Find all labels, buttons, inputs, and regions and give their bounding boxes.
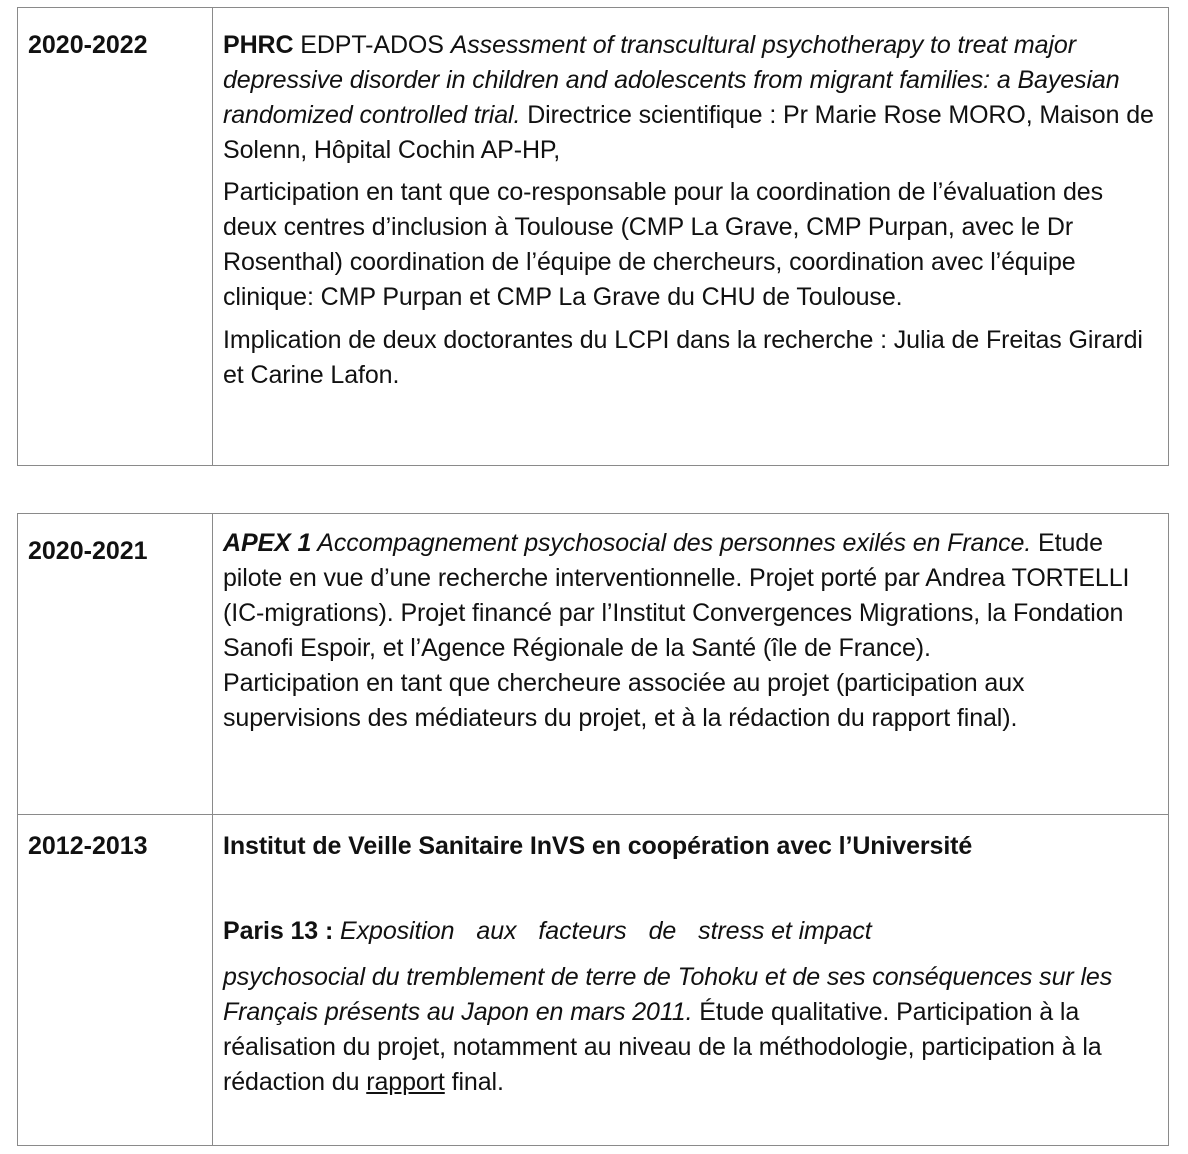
table-row <box>18 8 1168 465</box>
project-description: Etude pilote en vue d’une recherche interventionnelle. Projet porté par Andrea TORTELLI (IC-migrations). Projet financé par l’Institut Convergences Migrations, la Fondation Sanofi Espoir, et l’Agence Régionale de la Santé (île de France). <box>223 529 1130 662</box>
table-row <box>18 514 1168 814</box>
participation-text: Participation en tant que chercheure associée au projet (participation aux supervisions des médiateurs du projet, et à la rédaction du rapport final). <box>223 669 1025 732</box>
title-word: facteurs <box>538 917 627 945</box>
period-cell: 2012-2013 <box>18 815 213 1145</box>
implication-text: Implication de deux doctorantes du LCPI dans la recherche : Julia de Freitas Girardi et Carine Lafon. <box>223 326 1143 389</box>
program-acronym: PHRC <box>223 31 294 59</box>
study-end: final. <box>444 1068 504 1096</box>
project-title: Assessment of transcultural psychotherapy to treat major depressive disorder in children and adolescents from migrant families: a Bayesian randomized controlled trial. <box>223 31 1120 129</box>
study-title-continued: psychosocial du tremblement de terre de Tohoku et de ses conséquences sur les Français présents au Japon en mars 2011. <box>223 963 1113 1026</box>
title-word: Exposition <box>340 917 455 945</box>
title-word: aux <box>476 917 517 945</box>
title-word: stress et impact <box>698 917 872 945</box>
study-title-line <box>223 914 1156 949</box>
project-table-2 <box>17 513 1169 1146</box>
table-row <box>18 814 1168 1145</box>
project-title-paragraph <box>223 28 1156 168</box>
participation-text: Participation en tant que co-responsable pour la coordination de l’évaluation des deux centres d’inclusion à Toulouse (CMP La Grave, CMP Purpan, avec le Dr Rosenthal) coordination de l’équipe de chercheurs, coordination avec l’équipe clinique: CMP Purpan et CMP La Grave du CHU de Toulouse. <box>223 178 1103 311</box>
description-cell <box>213 815 1168 1145</box>
project-acronym: APEX 1 <box>223 529 312 557</box>
description-cell <box>213 514 1168 814</box>
study-details: Étude qualitative. Participation à la réalisation du projet, notamment au niveau de la méthodologie, participation à la rédaction du <box>223 998 1102 1096</box>
project-table-1 <box>17 7 1169 466</box>
title-word: de <box>648 917 677 945</box>
project-title: Accompagnement psychosocial des personnes exilés en France. <box>311 529 1032 557</box>
period-cell: 2020-2022 <box>18 8 213 465</box>
study-description <box>223 960 1156 1100</box>
project-title-paragraph <box>223 526 1156 666</box>
university-label: Paris 13 : <box>223 917 334 945</box>
description-cell <box>213 8 1168 465</box>
project-code: EDPT-ADOS <box>293 31 451 59</box>
institution-heading: Institut de Veille Sanitaire InVS en coopération avec l’Université <box>223 832 973 860</box>
period-cell: 2020-2021 <box>18 514 213 814</box>
underlined-word: rapport <box>366 1068 445 1096</box>
project-director: Directrice scientifique : Pr Marie Rose MORO, Maison de Solenn, Hôpital Cochin AP-HP, <box>223 101 1154 164</box>
